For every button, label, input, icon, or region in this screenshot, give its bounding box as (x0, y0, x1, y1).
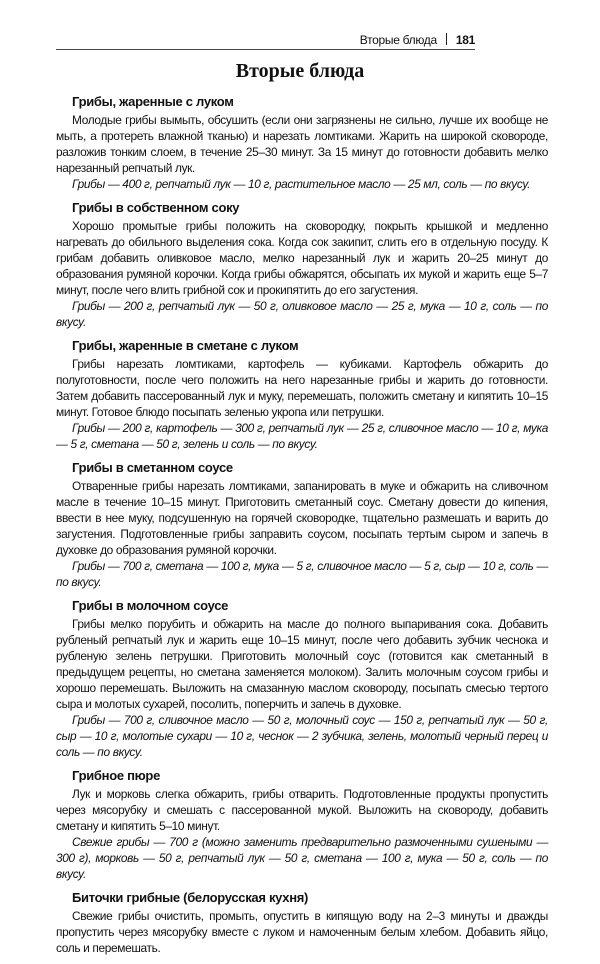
recipe-title: Грибы, жаренные в сметане с луком (72, 338, 299, 353)
recipe-ingredients: Грибы — 700 г, сливочное масло — 50 г, молочный соус — 150 г, репчатый лук — 50 г, сыр — 10 г, молотые сухари — 10 г, чеснок — 2 зубчика, зелень, молотый черный перец и соль — по вкусу. (56, 713, 548, 759)
recipe-title: Грибное пюре (72, 768, 160, 783)
recipe-list (56, 94, 548, 964)
running-head-section: Вторые блюда (359, 33, 437, 47)
recipe-title: Грибы в собственном соку (72, 200, 240, 215)
recipe-ingredients: Свежие грибы — 700 г (можно заменить предварительно размоченными сушеными — 300 г), морковь — 50 г, репчатый лук — 50 г, сметана — 100 г, мука — 50 г, соль — по вкусу. (56, 835, 548, 881)
recipe-title: Грибы в молочном соусе (72, 598, 229, 613)
recipe-4 (56, 598, 548, 760)
page-number: 181 (455, 33, 475, 47)
recipe-method: Свежие грибы очистить, промыть, опустить в кипящую воду на 2–3 минуты и дважды пропустить через мясорубку вместе с луком и намоченным белым хлебом. Добавить яйцо, соль и перемешать. (56, 909, 548, 955)
recipe-method: Отваренные грибы нарезать ломтиками, запанировать в муке и обжарить на сливочном масле в течение 10–15 минут. Приготовить сметанный соус. Сметану довести до кипения, ввести в нее муку, подсушенную на горячей сковородке, тщательно размешать и варить до загустения. Подготовленные грибы заправить соусом, посыпать тертым сыром и запечь в духовке до образования румяной корочки. (56, 479, 548, 557)
recipe-5 (56, 768, 548, 882)
recipe-method: Грибы нарезать ломтиками, картофель — кубиками. Картофель обжарить до полуготовности, после чего положить на него нарезанные грибы и жарить до готовности. Затем добавить пассерованный лук и муку, перемешать, положить сметану и кипятить 10–15 минут. Готовое блюдо посыпать зеленью укропа или петрушки. (56, 357, 548, 419)
recipe-method: Грибы мелко порубить и обжарить на масле до полного выпаривания сока. Добавить рубленый репчатый лук и жарить еще 10–15 минут, после чего добавить зубчик чеснока и рубленую зелень петрушки. Приготовить молочный соус (готовится как сметанный в предыдущем рецепты, но сметана заменяется молоком). Залить молочным соусом грибы и хорошо перемешать. Выложить на смазанную маслом сковороду, посыпать смесью тертого сыра и молотых сухарей, посолить, поперчить и запечь в духовке. (56, 617, 548, 711)
recipe-ingredients: Грибы — 700 г, сметана — 100 г, мука — 5 г, сливочное масло — 5 г, сыр — 10 г, соль — по вкусу. (56, 559, 548, 589)
recipe-title: Грибы в сметанном соусе (72, 460, 233, 475)
running-head-text (360, 33, 475, 47)
recipe-method: Молодые грибы вымыть, обсушить (если они загрязнены не сильно, лучше их вообще не мыть, а протереть влажной тканью) и нарезать ломтиками. Жарить на широкой сковороде, разложив тонким слоем, в течение 25–30 минут. За 15 минут до готовности добавить мелко нарезанный репчатый лук. (56, 113, 548, 175)
recipe-1 (56, 200, 548, 330)
running-head-separator (446, 33, 447, 45)
recipe-title: Биточки грибные (белорусская кухня) (72, 890, 309, 905)
recipe-method: Хорошо промытые грибы положить на сковородку, покрыть крышкой и медленно нагревать до обильного выделения сока. Когда сок закипит, слить его в отдельную посуду. К грибам добавить оливковое масло, мелко нарезанный лук и жарить 20–25 минут до образования румяной корочки. Когда грибы обжарятся, обсыпать их мукой и жарить еще 5–7 минут, после чего влить грибной сок и прокипятить до его загустения. (56, 219, 548, 297)
recipe-method: Лук и морковь слегка обжарить, грибы отварить. Подготовленные продукты пропустить через мясорубку и смешать с пассерованной мукой. Выложить на сковороду, добавить сметану и кипятить 5–10 минут. (56, 787, 548, 833)
recipe-0 (56, 94, 548, 192)
recipe-3 (56, 460, 548, 590)
recipe-ingredients: Грибы — 400 г, репчатый лук — 10 г, растительное масло — 25 мл, соль — по вкусу. (72, 177, 531, 191)
recipe-title: Грибы, жаренные с луком (72, 94, 234, 109)
recipe-6 (56, 890, 548, 956)
recipe-ingredients: Грибы — 200 г, картофель — 300 г, репчатый лук — 25 г, сливочное масло — 10 г, мука — 5 г, сметана — 50 г, зелень и соль — по вкусу. (56, 421, 548, 451)
running-head (56, 33, 475, 50)
page-title: Вторые блюда (235, 60, 365, 82)
recipe-ingredients: Грибы — 200 г, репчатый лук — 50 г, оливковое масло — 25 г, мука — 10 г, соль — по вкусу. (56, 299, 548, 329)
recipe-2 (56, 338, 548, 452)
